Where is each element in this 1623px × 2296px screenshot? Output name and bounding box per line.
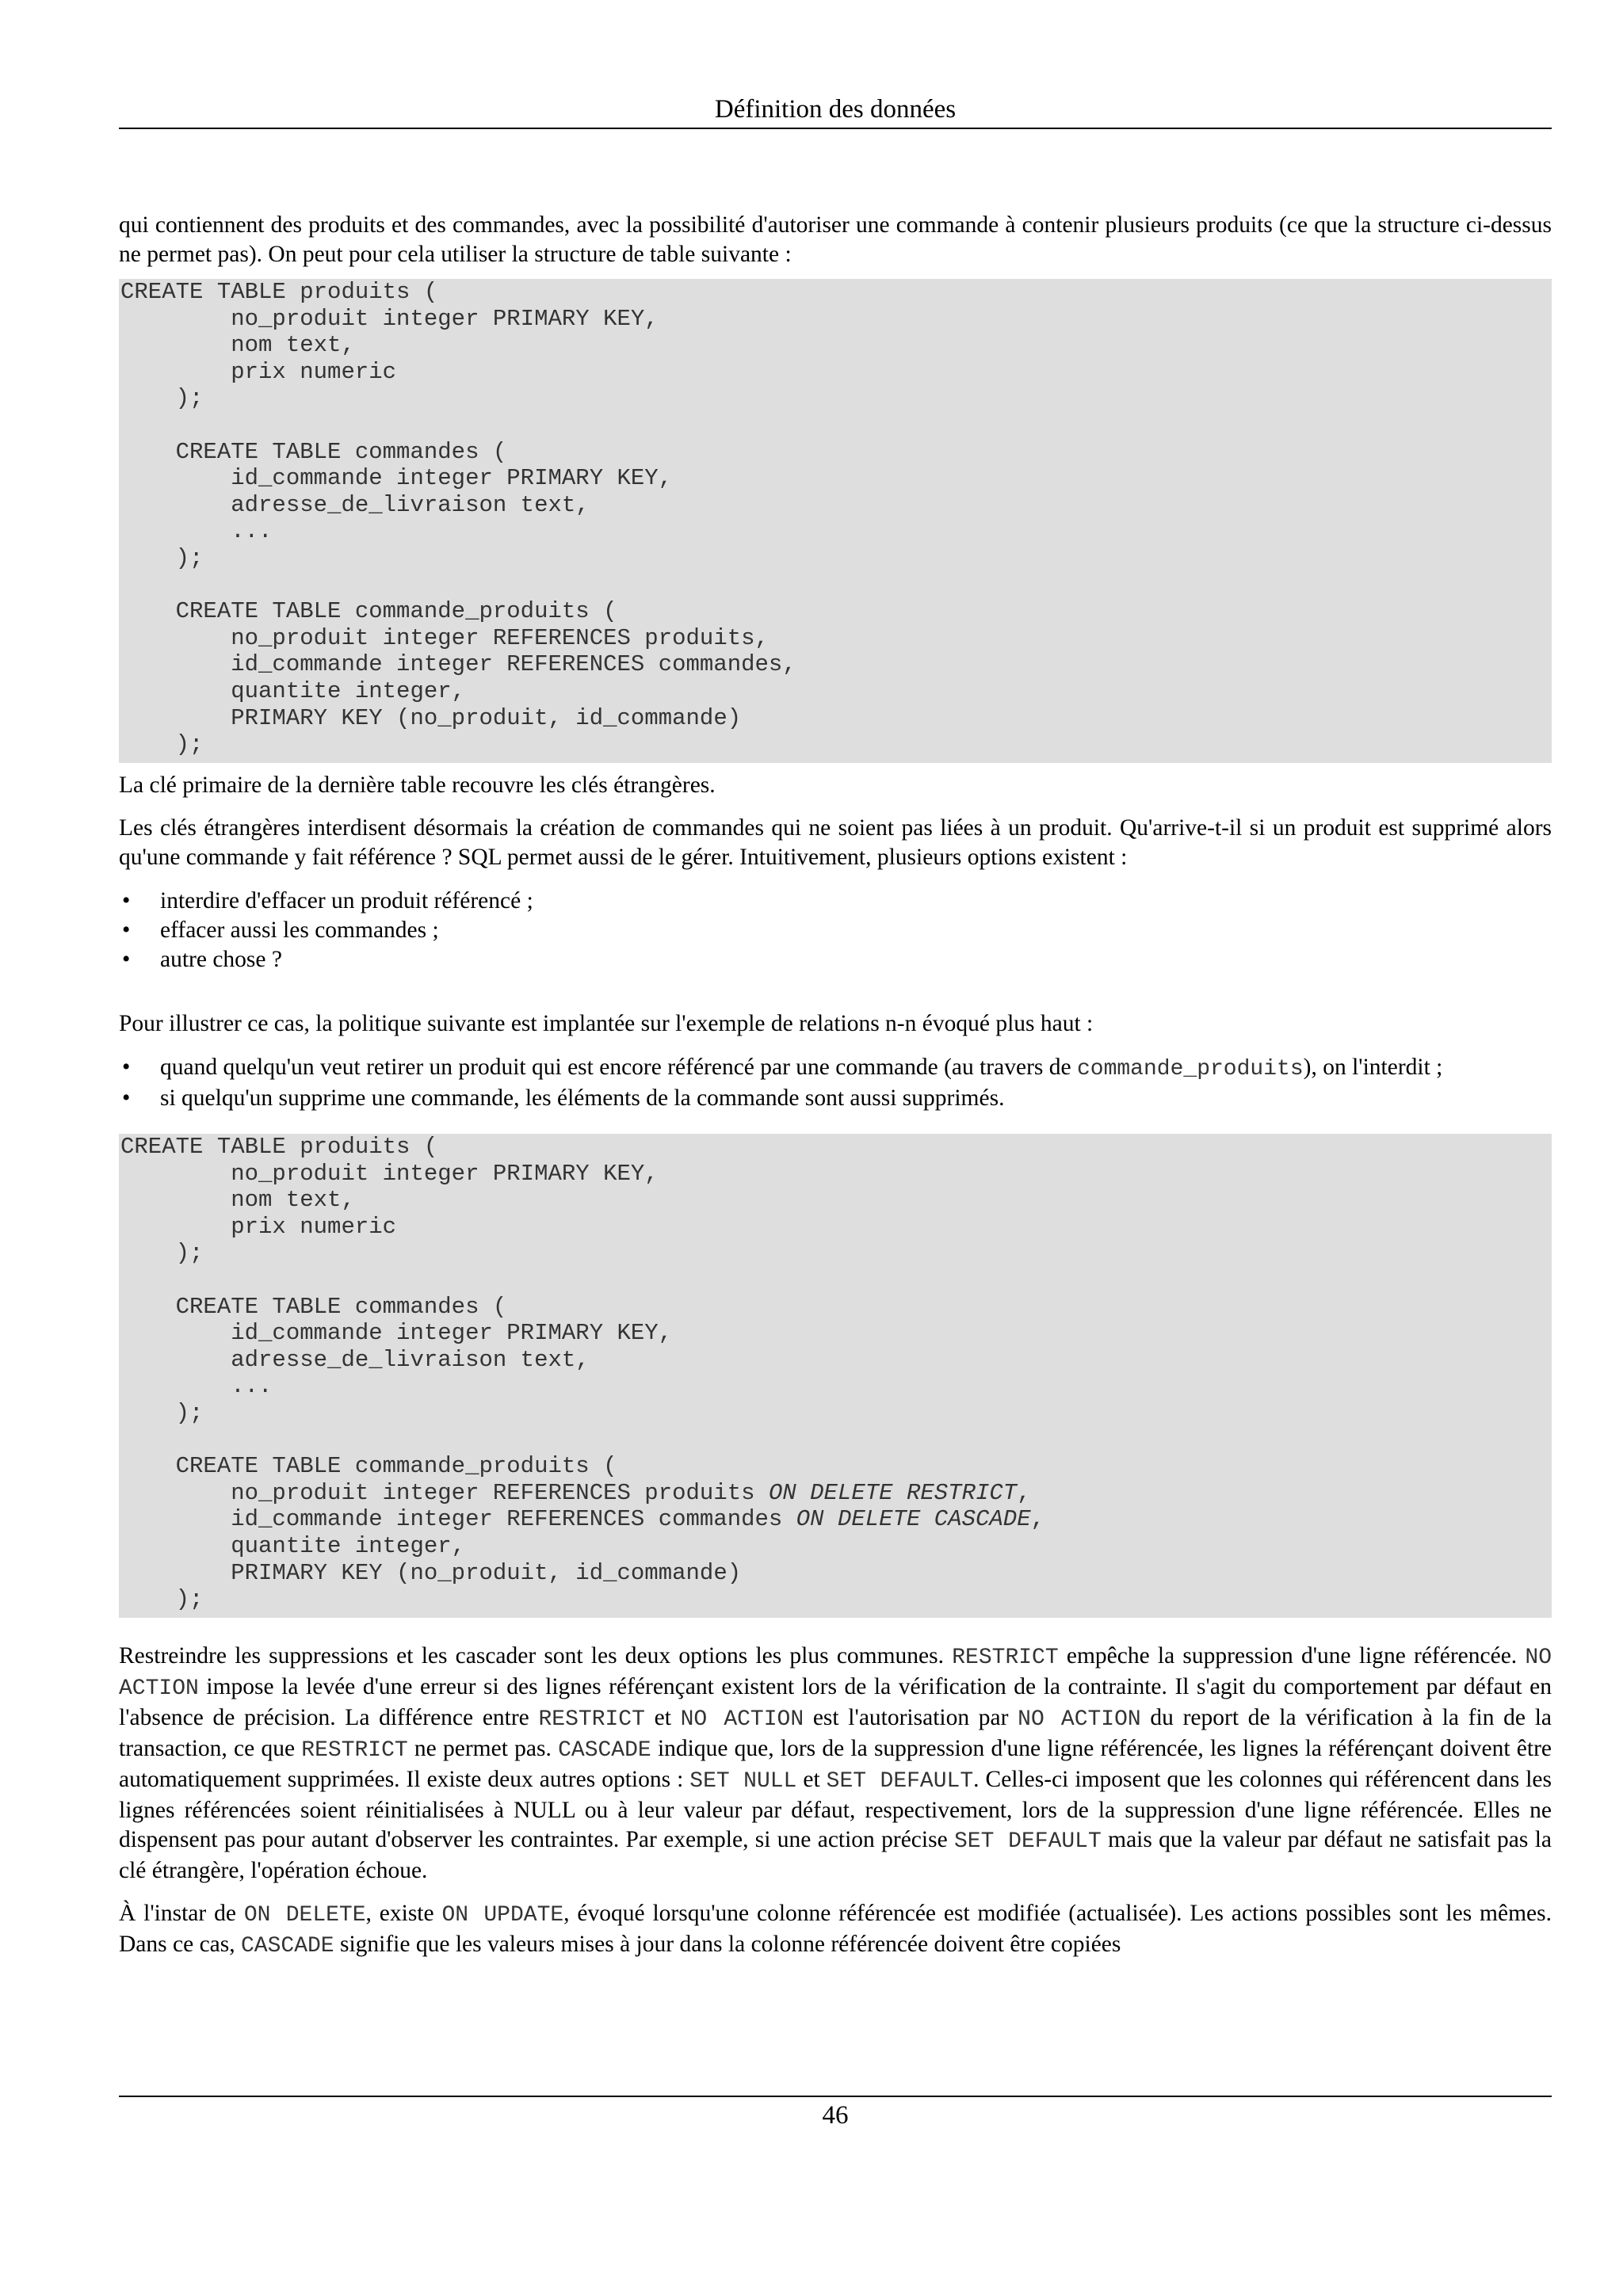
inline-code: commande_produits <box>1076 1057 1304 1081</box>
list-item: • autre chose ? <box>119 945 1552 974</box>
bullet-icon: • <box>122 1055 131 1080</box>
bullet-icon: • <box>122 947 131 972</box>
paragraph-primary-key: La clé primaire de la dernière table recouvre les clés étrangères. <box>119 772 716 798</box>
on-delete-restrict: ON DELETE RESTRICT <box>768 1479 1018 1506</box>
list-item: • quand quelqu'un veut retirer un produit qui est encore référencé par une commande (au travers de commande_produits), on l'interdit ; <box>122 1055 1443 1081</box>
header-rule <box>119 128 1552 129</box>
page-body <box>119 211 1552 1961</box>
paragraph-intro: qui contiennent des produits et des commandes, avec la possibilité d'autoriser une commande à contenir plusieurs produits (ce que la structure ci-dessus ne permet pas). On peut pour cela utiliser la structure de table suivante : <box>119 212 1552 267</box>
bullet-icon: • <box>122 917 131 943</box>
footer-rule <box>119 2096 1552 2097</box>
paragraph-on-update: À l'instar de ON DELETE, existe ON UPDATE, évoqué lorsqu'une colonne référencée est modifiée (actualisée). Les actions possibles sont les mêmes. Dans ce cas, CASCADE signifie que les valeurs mises à jour dans la colonne référencée doivent être copiées <box>119 1901 1552 1958</box>
code-block-tables: CREATE TABLE produits ( no_produit integer PRIMARY KEY, nom text, prix numeric ); CREATE TABLE commandes ( id_commande integer PRIMARY KEY, adresse_de_livraison text, ... ); CREATE TABLE commande_produits ( no_produit integer REFERENCES produits, id_commande integer REFERENCES commandes, quantite integer, PRIMARY KEY (no_produit, id_commande) ); <box>119 279 1552 763</box>
options-list <box>119 887 1552 974</box>
page-number: 46 <box>822 2101 849 2130</box>
list-item: • si quelqu'un supprime une commande, les éléments de la commande sont aussi supprimés. <box>119 1084 1552 1113</box>
paragraph-illustrate: Pour illustrer ce cas, la politique suivante est implantée sur l'exemple de relations n-n évoqué plus haut : <box>119 1011 1094 1036</box>
bullet-icon: • <box>122 1085 131 1111</box>
list-item: • interdire d'effacer un produit référencé ; <box>119 887 1552 916</box>
running-header: Définition des données <box>714 95 957 124</box>
code-block-on-delete: CREATE TABLE produits ( no_produit integer PRIMARY KEY, nom text, prix numeric ); CREATE TABLE commandes ( id_commande integer PRIMARY KEY, adresse_de_livraison text, ... ); CREATE TABLE commande_produits ( no_produit integer REFERENCES produits ON DELETE RESTRICT, id_commande integer REFERENCES commandes ON DELETE CASCADE, quantite integer, PRIMARY KEY (no_produit, id_commande) ); <box>119 1134 1552 1618</box>
on-delete-cascade: ON DELETE CASCADE <box>796 1506 1031 1533</box>
paragraph-foreign-keys: Les clés étrangères interdisent désormais la création de commandes qui ne soient pas liées à un produit. Qu'arrive-t-il si un produit est supprimé alors qu'une commande y fait référence ? SQL permet aussi de le gérer. Intuitivement, plusieurs options existent : <box>119 815 1552 870</box>
bullet-icon: • <box>122 888 131 913</box>
policy-list <box>119 1053 1552 1113</box>
paragraph-restrict-cascade: Restreindre les suppressions et les cascader sont les deux options les plus communes. RESTRICT empêche la suppression d'une ligne référencée. NO ACTION impose la levée d'une erreur si des lignes référençant existent lors de la vérification de la contrainte. Il s'agit du comportement par défaut en l'absence de précision. La différence entre RESTRICT et NO ACTION est l'autorisation par NO ACTION du report de la vérification à la fin de la transaction, ce que RESTRICT ne permet pas. CASCADE indique que, lors de la suppression d'une ligne référencée, les lignes la référençant doivent être automatiquement supprimées. Il existe deux autres options : SET NULL et SET DEFAULT. Celles-ci imposent que les colonnes qui référencent dans les lignes référencées soient réinitialisées à NULL ou à leur valeur par défaut, respectivement, lors de la suppression d'une ligne référencée. Elles ne dispensent pas pour autant d'observer les contraintes. Par exemple, si une action précise SET DEFAULT mais que la valeur par défaut ne satisfait pas la clé étrangère, l'opération échoue. <box>119 1643 1552 1883</box>
list-item: • effacer aussi les commandes ; <box>119 916 1552 945</box>
